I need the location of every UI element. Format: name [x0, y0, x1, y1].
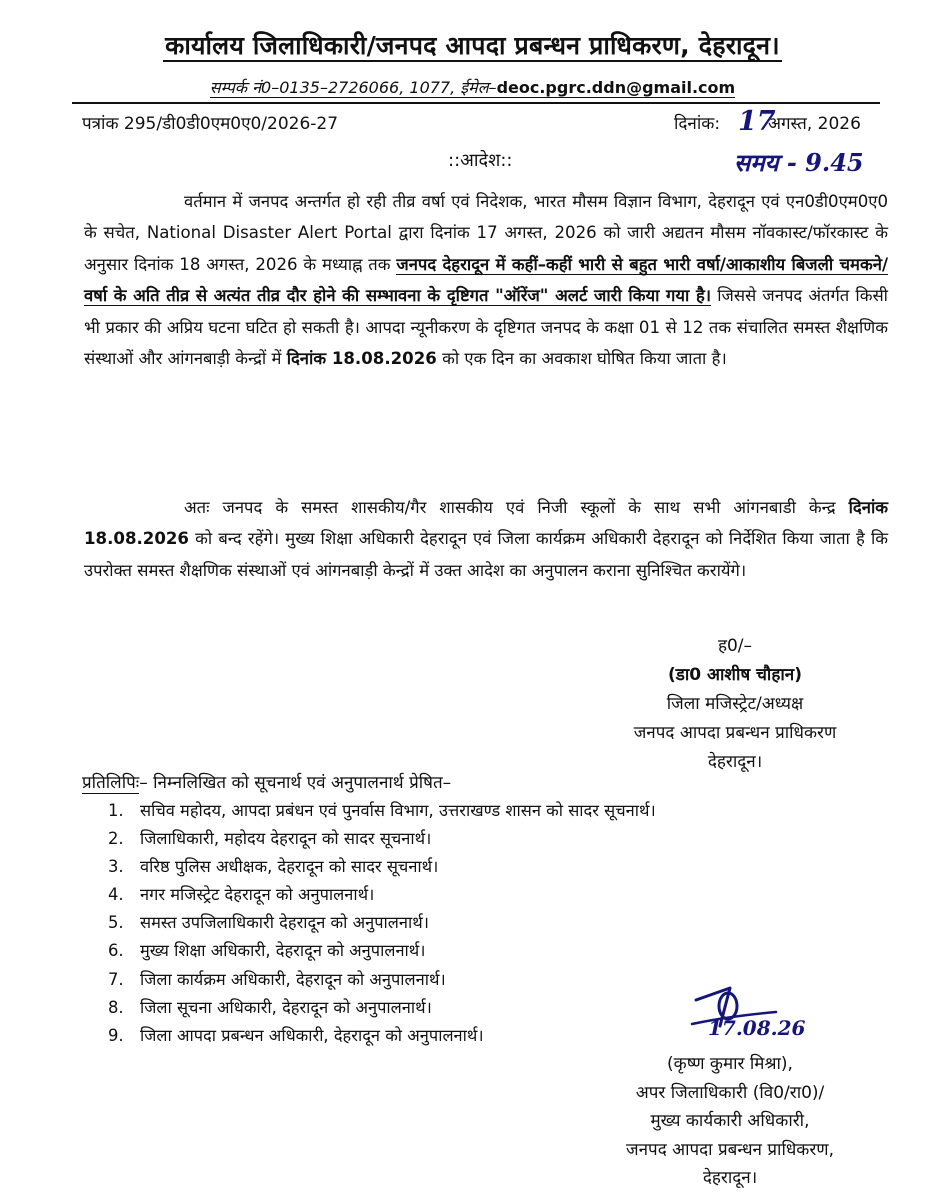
contact-line: [0, 76, 945, 98]
signatory-place: देहरादून।: [707, 752, 763, 772]
order-heading: ::आदेश::: [448, 150, 513, 171]
signatory-name: (डा0 आशीष चौहान): [668, 665, 802, 685]
copy-item-number: 4.: [108, 885, 124, 905]
date-month-year: अगस्त, 2026: [768, 114, 861, 134]
orange-alert-text: जनपद देहरादून में कहीं–कहीं भारी से बहुत भारी वर्षा/आकाशीय बिजली चमकने/वर्षा के अति तीव्र से अत्यंत तीव्र दौर होने की सम्भावना के दृष्टिगत "ऑरेंज" अलर्ट जारी किया गया है।: [84, 254, 888, 306]
copy-item-text: नगर मजिस्ट्रेट देहरादून को अनुपालनार्थ।: [140, 885, 375, 905]
copy-item-number: 7.: [108, 969, 124, 989]
copy-item-text: समस्त उपजिलाधिकारी देहरादून को अनुपालनार्थ।: [140, 913, 429, 933]
adm-authority: जनपद आपदा प्रबन्धन प्राधिकरण,: [625, 1139, 835, 1160]
copy-item-number: 2.: [108, 829, 124, 849]
copy-recipient-item: [108, 853, 868, 881]
date-label: दिनांक:: [674, 114, 721, 134]
copy-item-text: जिलाधिकारी, महोदय देहरादून को सादर सूचनार्थ।: [140, 829, 432, 849]
date-day-handwritten: 17: [738, 106, 776, 137]
copy-item-text: जिला आपदा प्रबन्धन अधिकारी, देहरादून को अनुपालनार्थ।: [140, 1025, 484, 1045]
copy-item-text: जिला सूचना अधिकारी, देहरादून को अनुपालनार्थ।: [140, 997, 432, 1017]
adm-name: (कृष्ण कुमार मिश्रा),: [667, 1054, 793, 1074]
closure-date: दिनांक 18.08.2026: [84, 498, 888, 549]
copy-item-text: मुख्य शिक्षा अधिकारी, देहरादून को अनुपालनार्थ।: [140, 941, 426, 961]
copy-item-text: वरिष्ठ पुलिस अधीक्षक, देहरादून को सादर सूचनार्थ।: [140, 857, 439, 877]
signature-block-dm: [570, 632, 900, 777]
header-divider: [72, 102, 880, 104]
adm-designation: अपर जिलाधिकारी (वि0/रा0)/: [635, 1082, 825, 1103]
signatory-authority: जनपद आपदा प्रबन्धन प्राधिकरण: [633, 723, 837, 743]
signatory-designation: जिला मजिस्ट्रेट/अध्यक्ष: [666, 694, 804, 714]
copy-item-number: 6.: [108, 941, 124, 961]
copy-item-number: 1.: [108, 801, 124, 820]
copy-item-number: 5.: [108, 913, 124, 933]
contact-email: deoc.pgrc.ddn@gmail.com: [496, 78, 736, 97]
time-handwritten: समय - 9.45: [734, 148, 864, 177]
copy-item-text: जिला कार्यक्रम अधिकारी, देहरादून को अनुपालनार्थ।: [140, 969, 446, 989]
copy-item-number: 8.: [108, 997, 124, 1017]
contact-phone: सम्पर्क नं0–0135–2726066, 1077, ईमेल–: [209, 78, 497, 97]
office-title: कार्यालय जिलाधिकारी/जनपद आपदा प्रबन्धन प्राधिकरण, देहरादून।: [165, 31, 780, 60]
copy-to-label: प्रतिलिपिः– निम्नलिखित को सूचनार्थ एवं अनुपालनार्थ प्रेषित–: [82, 773, 452, 793]
copy-item-number: 9.: [108, 1025, 124, 1045]
copy-item-text: सचिव महोदय, आपदा प्रबंधन एवं पुनर्वास विभाग, उत्तराखण्ड शासन को सादर सूचनार्थ।: [140, 801, 656, 820]
copy-recipient-item: [108, 881, 868, 909]
signature-date: 17.08.26: [708, 1016, 806, 1040]
copy-recipient-item: [108, 909, 868, 937]
holiday-date: दिनांक 18.08.2026: [286, 349, 437, 369]
signed-mark: ह0/–: [717, 636, 753, 656]
copy-item-number: 3.: [108, 857, 124, 877]
order-paragraph-2: अतः जनपद के समस्त शासकीय/गैर शासकीय एवं निजी स्कूलों के साथ सभी आंगनबाडी केन्द्र दिनांक 18.08.2026 को बन्द रहेंगे। मुख्य शिक्षा अधिकारी देहरादून एवं जिला कार्यक्रम अधिकारी देहरादून को निर्देशित किया जाता है कि उपरोक्त समस्त शैक्षणिक संस्थाओं एवं आंगनबाड़ी केन्द्रों में उक्त आदेश का अनुपालन कराना सुनिश्चित करायेंगे।: [84, 498, 888, 580]
signature-block-adm: [560, 1050, 900, 1193]
copy-recipient-item: [108, 937, 868, 965]
order-paragraph-1: वर्तमान में जनपद अन्तर्गत हो रही तीव्र वर्षा एवं निदेशक, भारत मौसम विज्ञान विभाग, देहरादून एवं एन0डी0एम0ए0 के सचेत, National Disaster Alert Portal द्वारा दिनांक 17 अगस्त, 2026 को जारी अद्यतन मौसम नॉवकास्ट/फॉरकास्ट के अनुसार दिनांक 18 अगस्त, 2026 के मध्याह्न तक जनपद देहरादून में कहीं–कहीं भारी से बहुत भारी वर्षा/आकाशीय बिजली चमकने/वर्षा के अति तीव्र से अत्यंत तीव्र दौर होने की सम्भावना के दृष्टिगत "ऑरेंज" अलर्ट जारी किया गया है। जिससे जनपद अंतर्गत किसी भी प्रकार की अप्रिय घटना घटित हो सकती है। आपदा न्यूनीकरण के दृष्टिगत जनपद के कक्षा 01 से 12 तक संचालित समस्त शैक्षणिक संस्थाओं और आंगनबाड़ी केन्द्रों में दिनांक 18.08.2026 को एक दिन का अवकाश घोषित किया जाता है।: [84, 192, 888, 369]
adm-role: मुख्य कार्यकारी अधिकारी,: [650, 1111, 810, 1131]
adm-place: देहरादून।: [702, 1168, 758, 1188]
copy-recipient-item: [108, 797, 868, 825]
letter-number: पत्रांक 295/डी0डी0एम0ए0/2026-27: [82, 114, 339, 134]
copy-recipient-item: [108, 825, 868, 853]
